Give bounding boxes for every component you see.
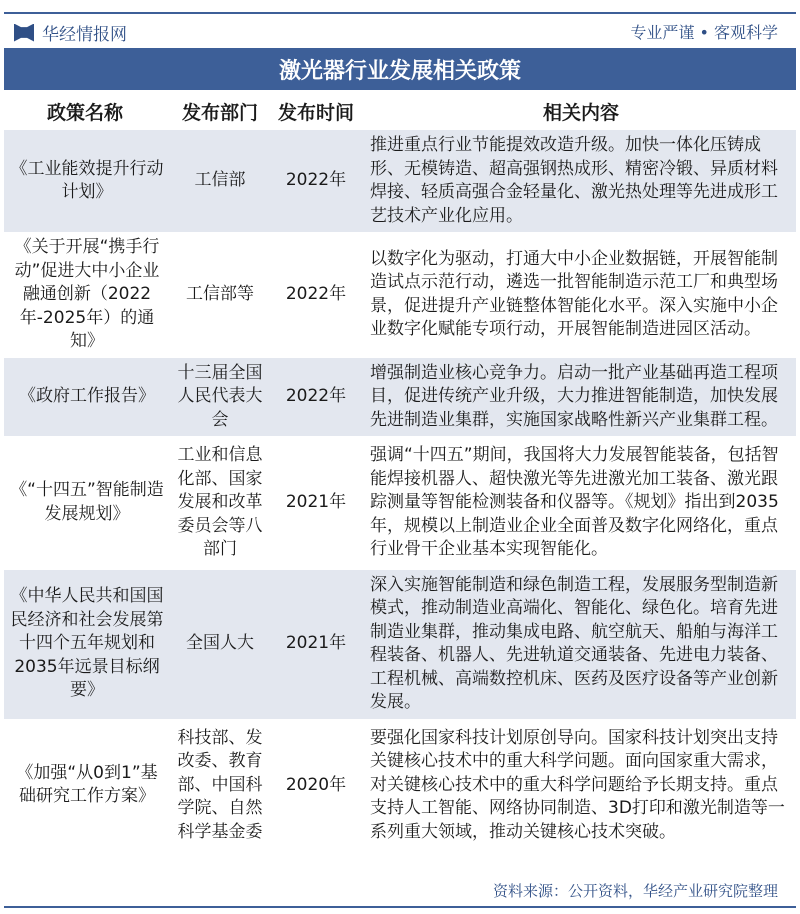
policy-time: 2022年 xyxy=(285,170,347,191)
col-header-name: 政策名称 xyxy=(46,101,123,124)
policy-name: 《关于开展“携手行动”促进大中小企业融通创新（2022年-2025年）的通知》 xyxy=(14,237,160,351)
bottom-divider xyxy=(4,906,796,908)
page-title: 激光器行业发展相关政策 xyxy=(4,48,796,90)
policy-time: 2020年 xyxy=(285,774,347,795)
policy-content: 强调“十四五”期间，我国将大力发展智能装备，包括智能焊接机器人、超快激光等先进激光加工装备、激光跟踪测量等智能检测装备和仪器等。《规划》指出到2035年，规模以上制造业企业全面普及数字化网络化，重点行业骨干企业基本实现智能化。 xyxy=(370,445,779,559)
policy-time: 2021年 xyxy=(285,633,347,654)
top-divider xyxy=(4,12,796,14)
brand xyxy=(14,20,127,45)
policy-dept: 十三届全国人民代表大会 xyxy=(177,362,263,430)
policy-dept: 全国人大 xyxy=(186,633,254,654)
col-header-dept: 发布部门 xyxy=(181,101,258,124)
policy-content: 以数字化为驱动，打通大中小企业数据链，开展智能制造试点示范行动，遴选一批智能制造示范工厂和典型场景，促进提升产业链整体智能化水平。深入实施中小企业数字化赋能专项行动，开展智能制造进园区活动。 xyxy=(370,248,778,340)
table-row xyxy=(4,440,796,566)
table-row xyxy=(4,570,796,719)
table-row xyxy=(4,130,796,232)
policy-time: 2022年 xyxy=(285,386,347,406)
col-header-time: 发布时间 xyxy=(277,101,354,124)
policy-time: 2022年 xyxy=(285,284,347,304)
policy-dept: 工信部等 xyxy=(186,284,254,304)
slogan: 专业严谨 • 客观科学 xyxy=(630,23,778,42)
policy-content: 要强化国家科技计划原创导向。国家科技计划突出支持关键核心技术中的重大科学问题。面向国家重大需求，对关键核心技术中的重大科学问题给予长期支持。重点支持人工智能、网络协同制造、3D打印和激光制造等一系列重大领域，推动关键核心技术突破。 xyxy=(370,727,785,842)
policy-dept: 工信部 xyxy=(194,170,246,191)
brand-name: 华经情报网 xyxy=(42,25,127,45)
policy-content: 深入实施智能制造和绿色制造工程，发展服务型制造新模式，推动制造业高端化、智能化、绿色化。培育先进制造业集群，推动集成电路、航空航天、船舶与海洋工程装备、机器人、先进轨道交通装备、先进电力装备、工程机械、高端数控机床、医药及医疗设备等产业创新发展。 xyxy=(370,574,778,712)
policy-dept: 科技部、发改委、教育部、中国科学院、自然科学基金委 xyxy=(177,727,263,842)
source-note: 资料来源：公开资料，华经产业研究院整理 xyxy=(492,882,778,900)
logo-icon xyxy=(14,24,34,42)
policy-dept: 工业和信息化部、国家发展和改革委员会等八部门 xyxy=(177,445,263,559)
col-header-content: 相关内容 xyxy=(542,101,619,124)
policy-time: 2021年 xyxy=(285,492,347,512)
table-row xyxy=(4,723,796,849)
table-row xyxy=(4,358,796,437)
table-row xyxy=(4,236,796,354)
policy-name: 《政府工作报告》 xyxy=(19,386,155,406)
policy-content: 增强制造业核心竞争力。启动一批产业基础再造工程项目，促进传统产业升级，大力推进智能制造，加快发展先进制造业集群，实施国家战略性新兴产业集群工程。 xyxy=(370,362,778,430)
policy-name: 《工业能效提升行动计划》 xyxy=(10,158,164,202)
policy-content: 推进重点行业节能提效改造升级。加快一体化压铸成形、无模铸造、超高强钢热成形、精密冷锻、异质材料焊接、轻质高强合金轻量化、激光热处理等先进成形工艺技术产业化应用。 xyxy=(370,135,778,226)
policy-name: 《加强“从0到1”基础研究工作方案》 xyxy=(16,762,158,807)
policy-table xyxy=(4,130,796,852)
policy-name: 《“十四五”智能制造发展规划》 xyxy=(10,480,164,524)
table-header xyxy=(0,92,800,130)
policy-name: 《中华人民共和国国民经济和社会发展第十四个五年规划和2035年远景目标纲要》 xyxy=(10,586,164,701)
